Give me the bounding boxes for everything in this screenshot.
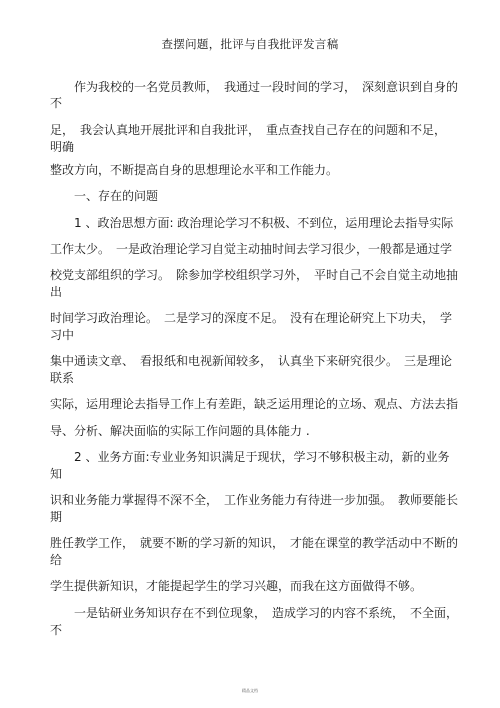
body-line: 1 、政治思想方面: 政治理论学习不积极、不到位，运用理论去指导实际 [50,216,454,230]
body-line: 识和业务能力掌握得不深不全， 工作业务能力有待进一步加强。 教师要能长 [50,493,459,507]
body-line: 胜任教学工作， 就要不断的学习新的知识， 才能在课堂的教学活动中不断的 [50,536,459,550]
body-line: 不 [50,96,63,110]
page-title: 查摆问题，批评与自我批评发言稿 [161,37,339,51]
body-line: 2 、业务方面:专业业务知识满足于现状，学习不够积极主动，新的业务 [50,450,450,464]
body-line: 联系 [50,371,75,385]
body-line: 期 [50,510,63,524]
body-line: 时间学习政治理论。 二是学习的深度不足。 没有在理论研究上下功夫， 学 [50,311,453,325]
body-line: 明确 [50,140,75,154]
body-line: 作为我校的一名党员教师， 我通过一段时间的学习， 深刻意识到自身的 [50,80,459,94]
body-line: 学生提供新知识，才能提起学生的学习兴趣，而我在这方面做得不够。 [50,579,423,593]
body-line: 一是钻研业务知识存在不到位现象， 造成学习的内容不系统， 不全面， [50,606,459,620]
body-line: 工作太少。 一是政治理论学习自觉主动抽时间去学习很少，一般都是通过学 [50,242,453,256]
body-line: 整改方向，不断提高自身的思想理论水平和工作能力。 [50,163,339,177]
body-line: 实际，运用理论去指导工作上有差距，缺乏运用理论的立场、观点、方法去指 [50,397,459,411]
body-line: 校党支部组织的学习。 除参加学校组织学习外， 平时自己不会自觉主动地抽 [50,268,459,282]
body-line: 出 [50,285,63,299]
section-heading: 一、存在的问题 [50,189,159,203]
body-line: 不 [50,623,63,637]
body-line: 足， 我会认真地开展批评和自我批评， 重点查找自己存在的问题和不足， [50,123,447,137]
page-footer: 精品文档 [242,688,258,693]
body-line: 导、分析、解决面临的实际工作问题的具体能力 . [50,424,310,438]
body-line: 习中 [50,328,75,342]
body-line: 给 [50,553,63,567]
body-line: 集中通读文章、 看报纸和电视新闻较多， 认真坐下来研究很少。 三是理论 [50,354,453,368]
body-line: 知 [50,467,63,481]
